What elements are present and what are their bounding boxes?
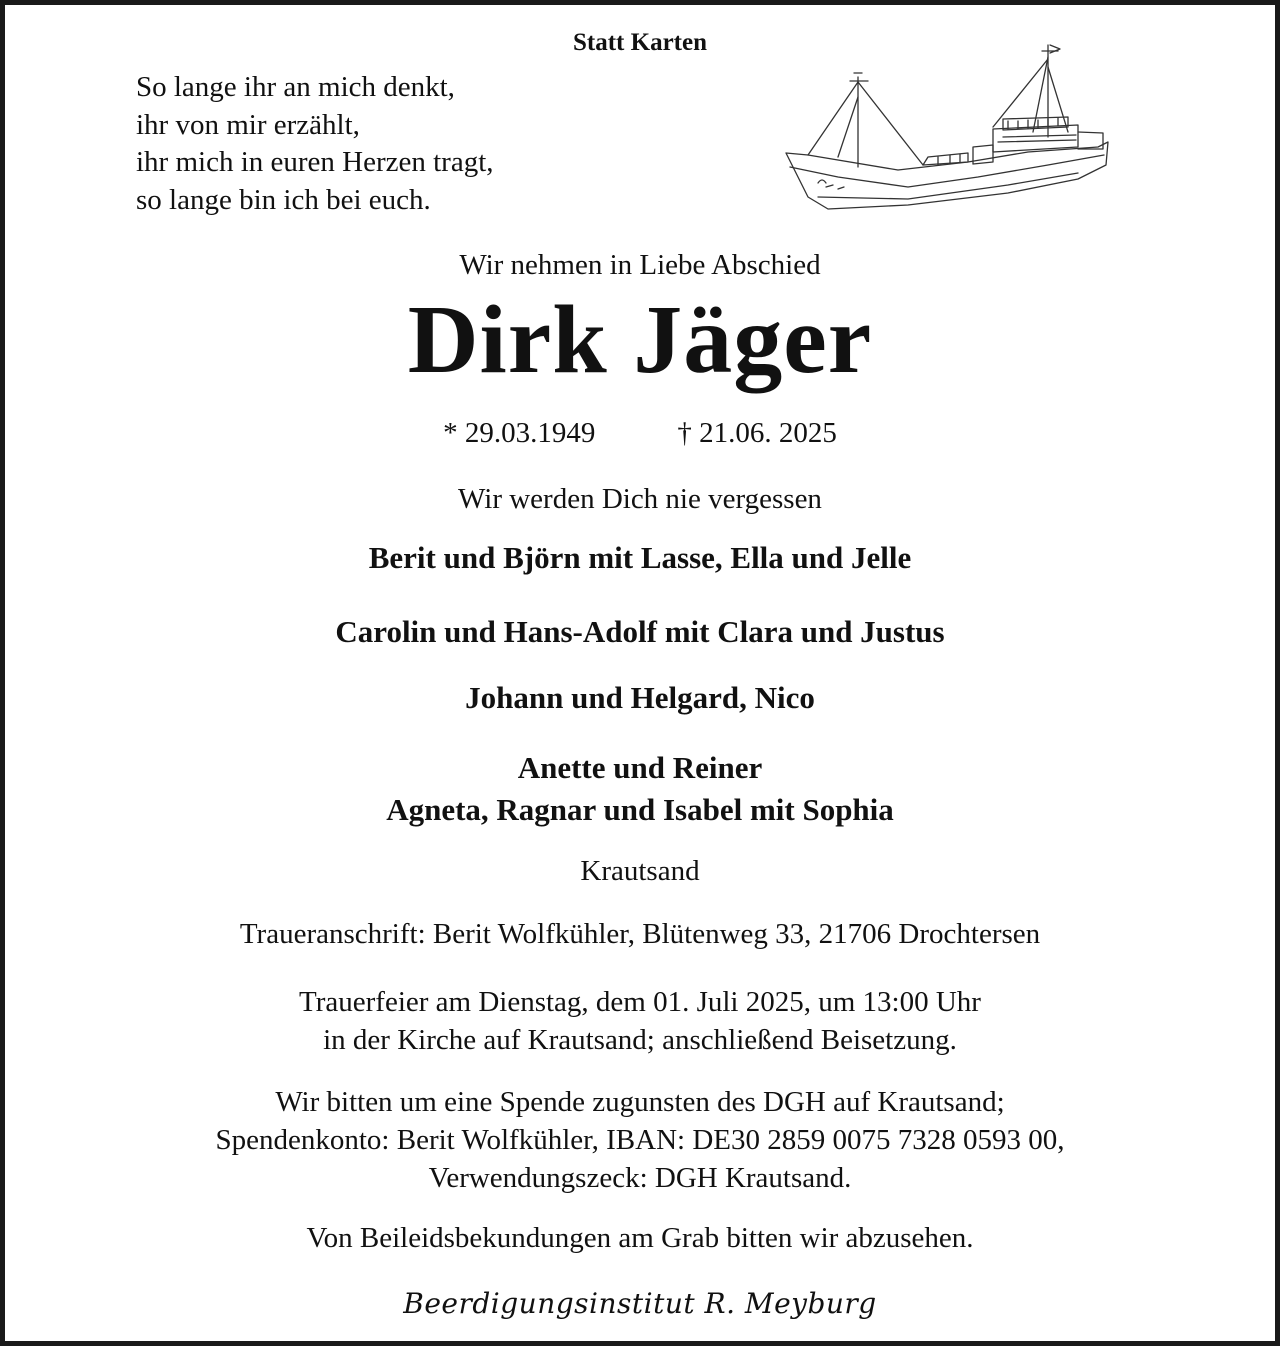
poem [136, 69, 494, 219]
header-statt-karten: Statt Karten [573, 29, 707, 56]
family-line: Carolin und Hans-Adolf mit Clara und Justus [335, 614, 945, 649]
intro-line: Wir nehmen in Liebe Abschied [459, 249, 821, 281]
poem-line: so lange bin ich bei euch. [136, 183, 431, 216]
service-line: in der Kirche auf Krautsand; anschließend Beisetzung. [323, 1024, 957, 1056]
family-line: Agneta, Ragnar und Isabel mit Sophia [386, 792, 894, 827]
place-name: Krautsand [580, 855, 700, 887]
family-line: Johann und Helgard, Nico [465, 680, 815, 715]
birth-date: * 29.03.1949 [443, 417, 596, 449]
poem-line: ihr mich in euren Herzen tragt, [136, 146, 494, 178]
donation-line: Spendenkonto: Berit Wolfkühler, IBAN: DE30 2859 0075 7328 0593 00, [215, 1124, 1065, 1156]
funeral-home-signature: Beerdigungsinstitut R. Meyburg [403, 1287, 877, 1320]
remember-line: Wir werden Dich nie vergessen [458, 483, 822, 515]
deceased-name: Dirk Jäger [407, 286, 873, 394]
donation-info [5, 1083, 1275, 1197]
condolence-note: Von Beileidsbekundungen am Grab bitten wir abzusehen. [306, 1222, 974, 1254]
family-line: Anette und Reiner [517, 750, 763, 785]
donation-line: Wir bitten um eine Spende zugunsten des DGH auf Krautsand; [275, 1086, 1005, 1118]
family-line: Berit und Björn mit Lasse, Ella und Jelle [368, 540, 912, 575]
poem-line: So lange ihr an mich denkt, [136, 71, 455, 103]
donation-line: Verwendungszeck: DGH Krautsand. [428, 1162, 852, 1194]
service-line: Trauerfeier am Dienstag, dem 01. Juli 2025, um 13:00 Uhr [299, 986, 981, 1018]
funeral-service-info [5, 983, 1275, 1059]
ship-illustration [778, 37, 1116, 219]
life-dates [5, 417, 1275, 450]
family-group [5, 747, 1275, 831]
death-date: † 21.06. 2025 [677, 417, 837, 449]
mourning-address: Traueranschrift: Berit Wolfkühler, Blütenweg 33, 21706 Drochtersen [239, 918, 1041, 950]
poem-line: ihr von mir erzählt, [136, 108, 360, 141]
